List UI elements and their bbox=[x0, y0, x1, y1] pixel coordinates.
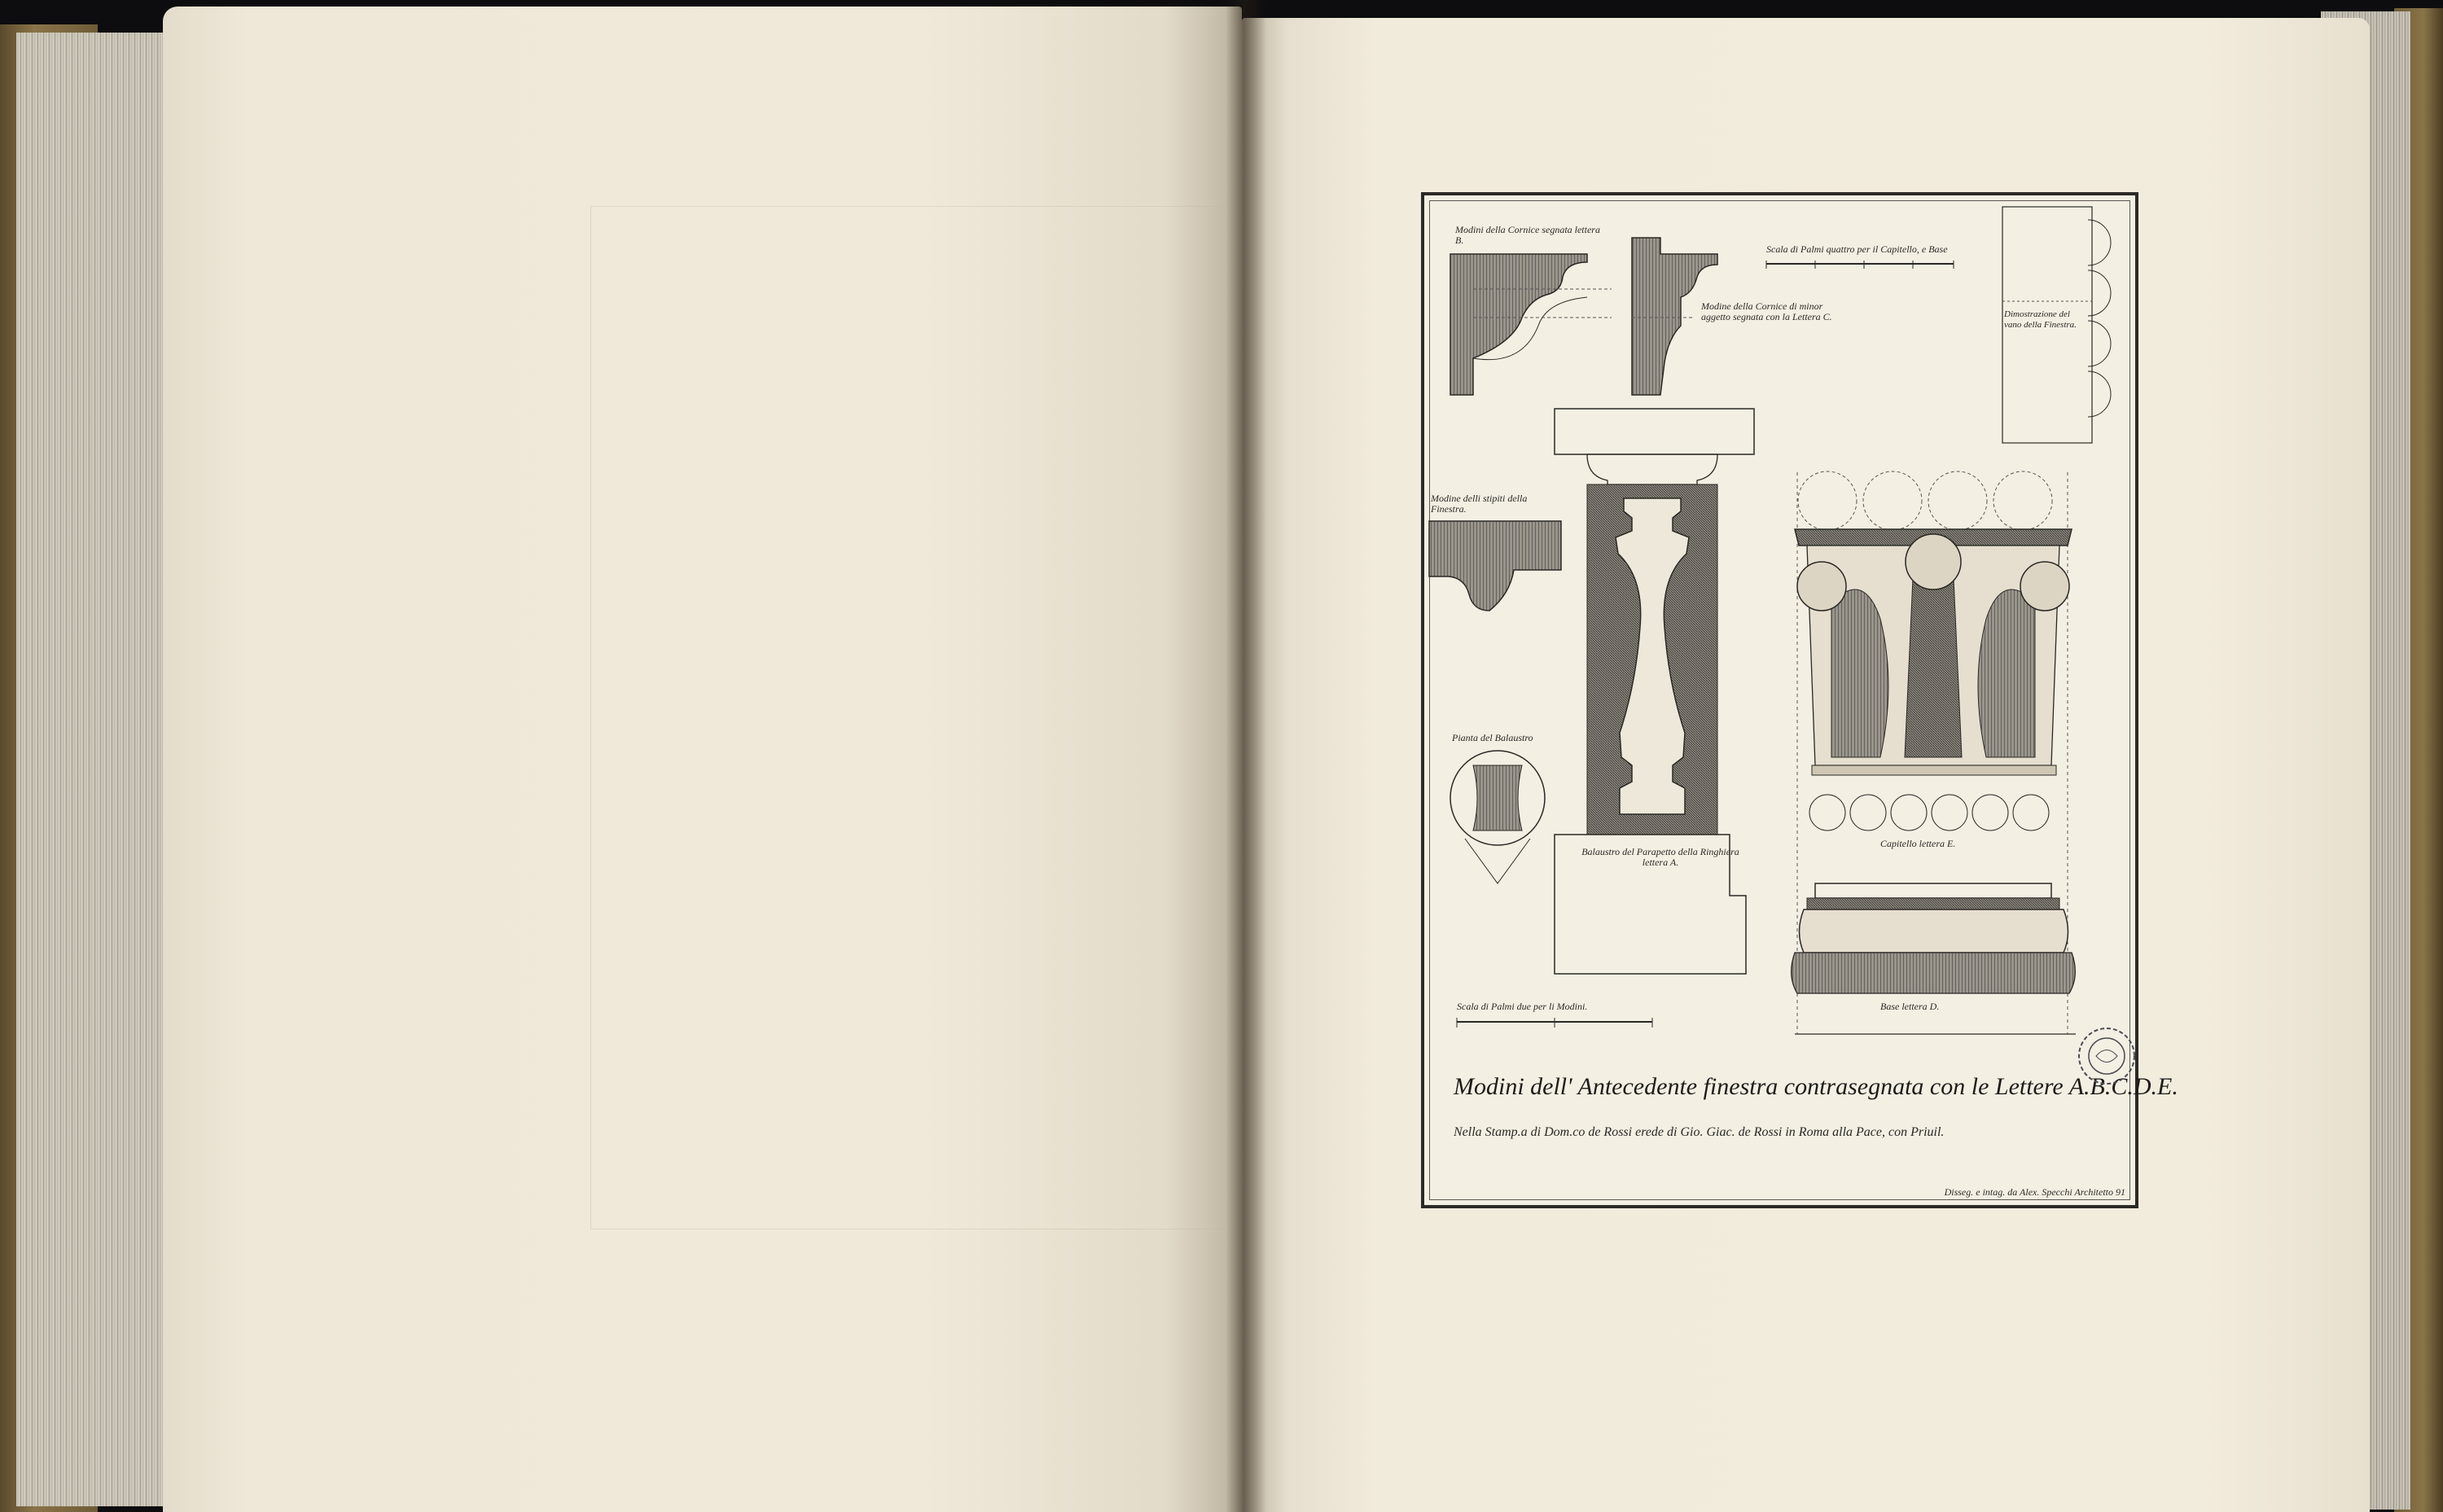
label-cornice-c: Modine della Cornice di minor aggetto segnata con la Lettera C. bbox=[1701, 300, 1832, 322]
baluster-plan bbox=[1450, 751, 1545, 883]
library-stamp bbox=[2075, 1024, 2138, 1088]
label-base: Base lettera D. bbox=[1880, 1001, 1940, 1012]
label-balaustro: Balaustro del Parapetto della Ringhiera lettera A. bbox=[1581, 846, 1739, 868]
plate-imprint: Nella Stamp.a di Dom.co de Rossi erede di Gio. Giac. de Rossi in Roma alla Pace, con Priuil. bbox=[1454, 1125, 1945, 1139]
plate-caption: Modini dell' Antecedente finestra contrasegnata con le Lettere A.B.C.D.E. bbox=[1454, 1073, 2178, 1100]
label-pianta: Pianta del Balaustro bbox=[1452, 732, 1533, 743]
label-scala-due: Scala di Palmi due per li Modini. bbox=[1457, 1001, 1588, 1012]
cornice-b-profile bbox=[1450, 254, 1612, 395]
engraver-signature bbox=[1945, 1186, 2125, 1199]
architectural-drawings bbox=[1424, 195, 2178, 1205]
plate-number: 91 bbox=[2116, 1186, 2125, 1198]
signature-text: Disseg. e intag. da Alex. Specchi Architetto bbox=[1944, 1186, 2113, 1198]
label-stipiti: Modine delli stipiti della Finestra. bbox=[1431, 493, 1528, 515]
scale-bar-due bbox=[1457, 1018, 1652, 1028]
book-gutter bbox=[1226, 0, 1266, 1512]
label-cornice-b: Modini della Cornice segnata lettera B. bbox=[1455, 224, 1600, 246]
engraved-plate bbox=[1421, 192, 2178, 1208]
stipiti-profile bbox=[1429, 521, 1561, 611]
left-page-edges bbox=[16, 33, 179, 1506]
label-scala-quattro: Scala di Palmi quattro per il Capitello, e Base bbox=[1766, 243, 1948, 255]
label-dimostrazione: Dimostrazione del vano della Finestra. bbox=[2004, 309, 2077, 330]
scale-bar-quattro bbox=[1766, 261, 1954, 269]
baluster-a bbox=[1555, 409, 1754, 974]
left-blank-page bbox=[163, 7, 1242, 1512]
label-capitello: Capitello lettera E. bbox=[1880, 838, 1956, 849]
